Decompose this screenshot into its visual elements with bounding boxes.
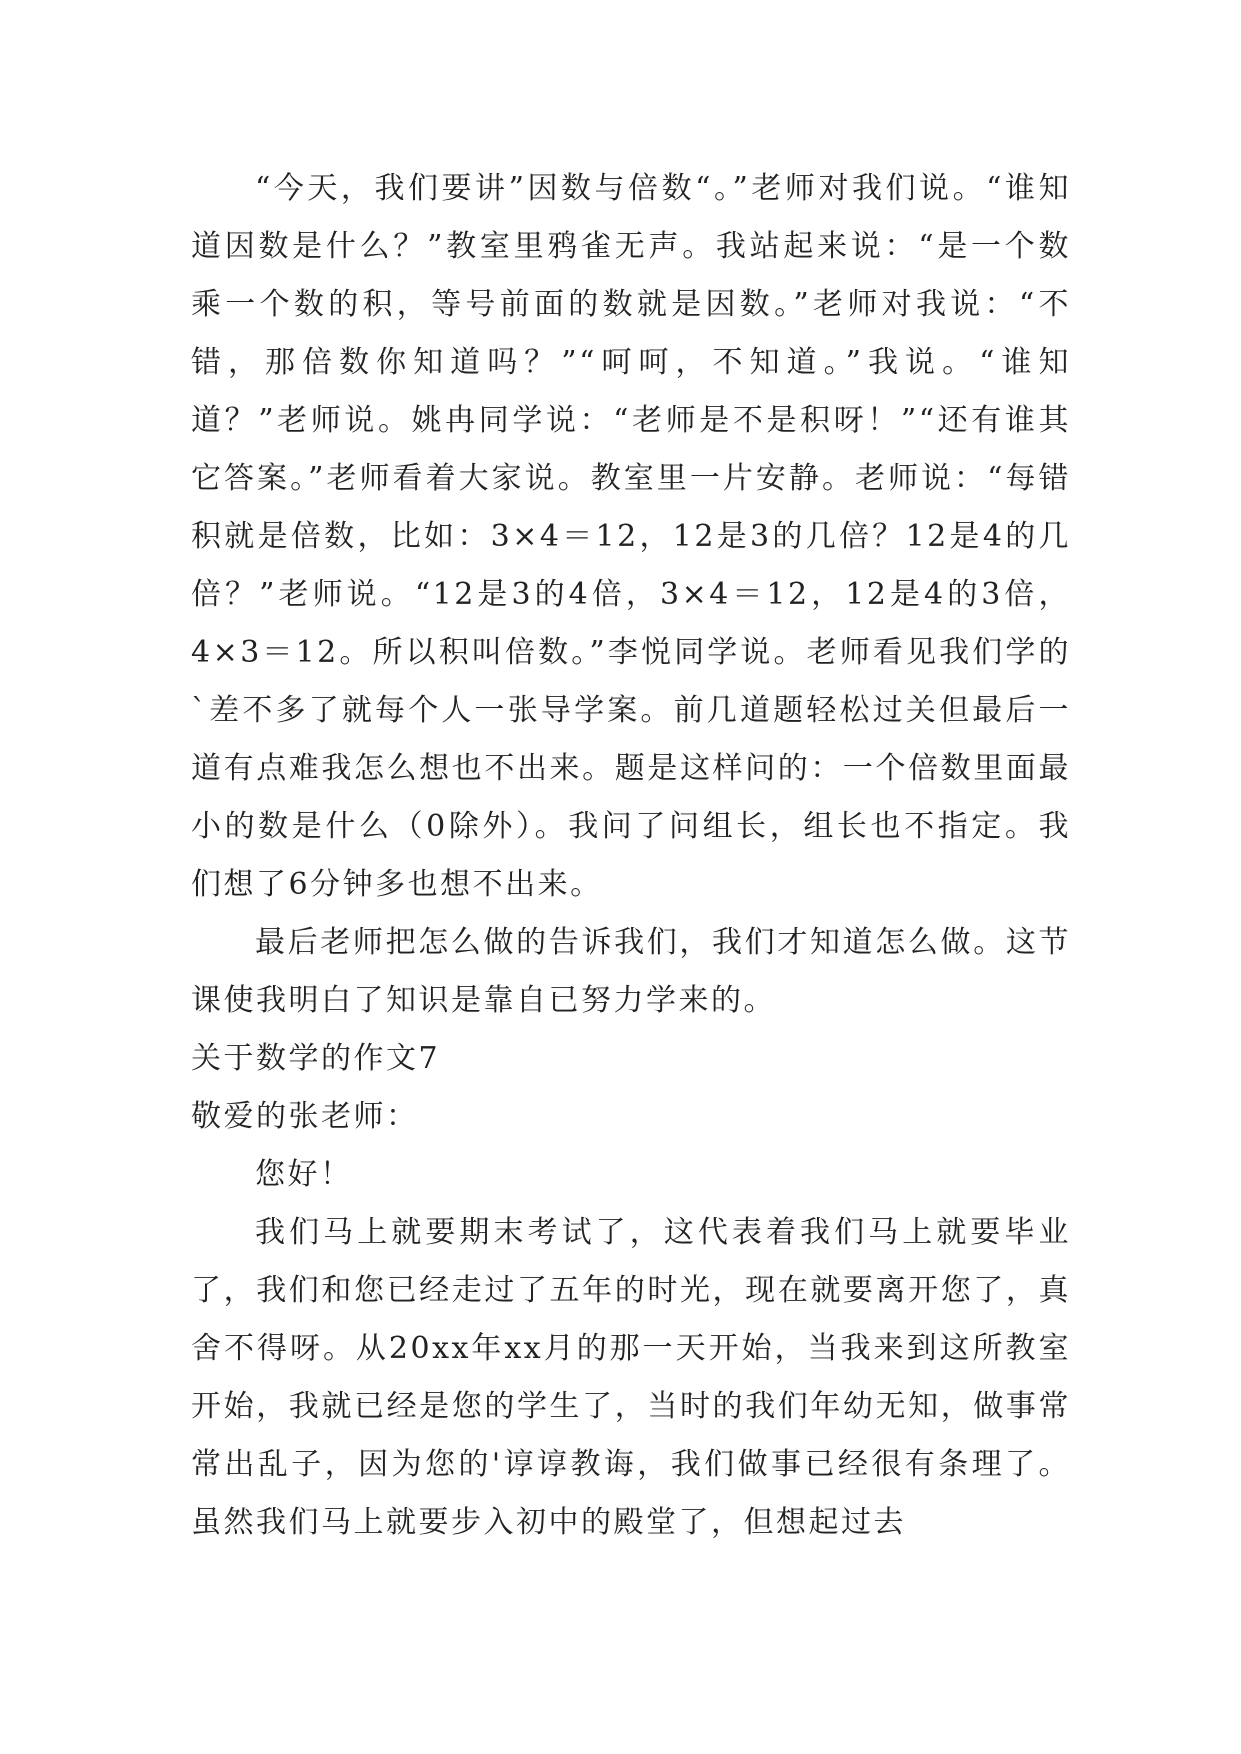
paragraph-letter-body: 我们马上就要期末考试了，这代表着我们马上就要毕业了，我们和您已经走过了五年的时光，现在就要离开您了，真舍不得呀。从20xx年xx月的那一天开始，当我来到这所教室开始，我就已经是您的学生了，当时的我们年幼无知，做事常常出乱子，因为您的'谆谆教诲，我们做事已经很有条理了。虽然我们马上就要步入初中的殿堂了，但想起过去: [191, 1215, 1071, 1540]
paragraph-conclusion: 最后老师把怎么做的告诉我们，我们才知道怎么做。这节课使我明白了知识是靠自已努力学来的。: [191, 925, 1071, 1018]
document-body: [191, 160, 1071, 1552]
letter-greeting: 您好！: [255, 1157, 353, 1192]
essay-heading: 关于数学的作文7: [191, 1041, 441, 1076]
paragraph-classroom-story: “今天，我们要讲”因数与倍数“。”老师对我们说。“谁知道因数是什么？”教室里鸦雀无声。我站起来说：“是一个数乘一个数的积，等号前面的数就是因数。”老师对我说：“不错，那倍数你知道吗？”“呵呵，不知道。”我说。“谁知道？”老师说。姚冉同学说：“老师是不是积呀！”“还有谁其它答案。”老师看着大家说。教室里一片安静。老师说：“每错积就是倍数，比如：3×4＝12，12是3的几倍？12是4的几倍？”老师说。“12是3的4倍，3×4＝12，12是4的3倍，4×3＝12。所以积叫倍数。”李悦同学说。老师看见我们学的`差不多了就每个人一张导学案。前几道题轻松过关但最后一道有点难我怎么想也不出来。题是这样问的：一个倍数里面最小的数是什么（0除外）。我问了问组长，组长也不指定。我们想了6分钟多也想不出来。: [191, 171, 1071, 902]
letter-salutation: 敬爱的张老师：: [191, 1099, 419, 1134]
